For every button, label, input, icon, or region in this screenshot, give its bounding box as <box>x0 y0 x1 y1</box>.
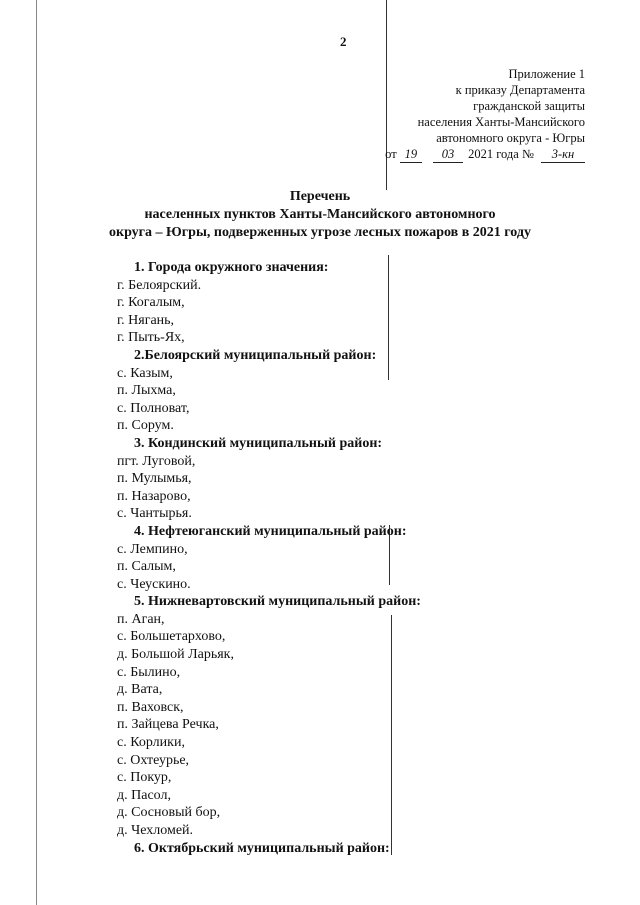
district-heading: 4. Нефтеюганский муниципальный район: <box>134 523 407 539</box>
settlement-item: с. Большетархово, <box>117 629 226 645</box>
settlement-item: п. Лыхма, <box>117 383 176 399</box>
date-prefix: от <box>385 147 397 161</box>
appendix-block <box>385 66 585 163</box>
appendix-line: Приложение 1 <box>508 67 585 81</box>
settlement-item: д. Пасол, <box>117 787 171 803</box>
settlement-item: с. Полноват, <box>117 400 190 416</box>
settlement-item: д. Сосновый бор, <box>117 805 221 821</box>
settlement-item: пгт. Луговой, <box>117 453 196 469</box>
order-date-line <box>385 146 585 163</box>
settlement-item: с. Казым, <box>117 365 173 381</box>
settlement-item: с. Лемпино, <box>117 541 188 557</box>
settlement-item: г. Нягань, <box>117 312 175 328</box>
settlement-item: с. Чантырья. <box>117 506 192 522</box>
settlement-item: д. Большой Ларьяк, <box>117 647 234 663</box>
appendix-line: к приказу Департамента <box>455 83 585 97</box>
settlement-item: п. Аган, <box>117 611 165 627</box>
date-day: 19 <box>400 146 422 163</box>
document-title <box>0 188 640 242</box>
date-year: 2021 года № <box>468 147 534 161</box>
date-month: 03 <box>433 146 463 163</box>
district-heading: 2.Белоярский муниципальный район: <box>134 347 377 363</box>
settlement-list <box>117 259 557 857</box>
district-heading: 5. Нижневартовский муниципальный район: <box>134 594 421 610</box>
settlement-item: с. Чеускино. <box>117 576 191 592</box>
appendix-line: автономного округа - Югры <box>436 131 585 145</box>
settlement-item: п. Ваховск, <box>117 699 184 715</box>
district-heading: 3. Кондинский муниципальный район: <box>134 435 383 451</box>
settlement-item: д. Вата, <box>117 682 163 698</box>
district-heading: 1. Города окружного значения: <box>134 260 329 275</box>
page-number: 2 <box>340 34 347 49</box>
title-line-2: населенных пунктов Ханты-Мансийского автономного <box>144 207 496 222</box>
settlement-item: с. Охтеурье, <box>117 752 190 768</box>
settlement-item: п. Сорум. <box>117 418 174 434</box>
settlement-item: с. Покур, <box>117 770 172 786</box>
district-heading: 6. Октябрьский муниципальный район: <box>134 840 390 856</box>
settlement-item: с. Былино, <box>117 664 181 680</box>
title-line-1: Перечень <box>289 189 351 204</box>
settlement-item: г. Белоярский. <box>117 277 202 293</box>
settlement-item: п. Салым, <box>117 559 176 575</box>
settlement-item: г. Когалым, <box>117 295 185 311</box>
settlement-item: г. Пыть-Ях, <box>117 330 185 346</box>
appendix-line: гражданской защиты <box>473 99 585 113</box>
settlement-item: д. Чехломей. <box>117 823 194 838</box>
order-number: 3-кн <box>541 146 585 163</box>
left-margin-line <box>36 0 37 905</box>
settlement-item: п. Зайцева Речка, <box>117 717 219 733</box>
appendix-line: населения Ханты-Мансийского <box>417 115 585 129</box>
settlement-item: п. Мулымья, <box>117 471 192 487</box>
settlement-item: с. Корлики, <box>117 735 185 751</box>
settlement-item: п. Назарово, <box>117 488 191 504</box>
title-line-3: округа – Югры, подверженных угрозе лесных пожаров в 2021 году <box>109 225 531 240</box>
